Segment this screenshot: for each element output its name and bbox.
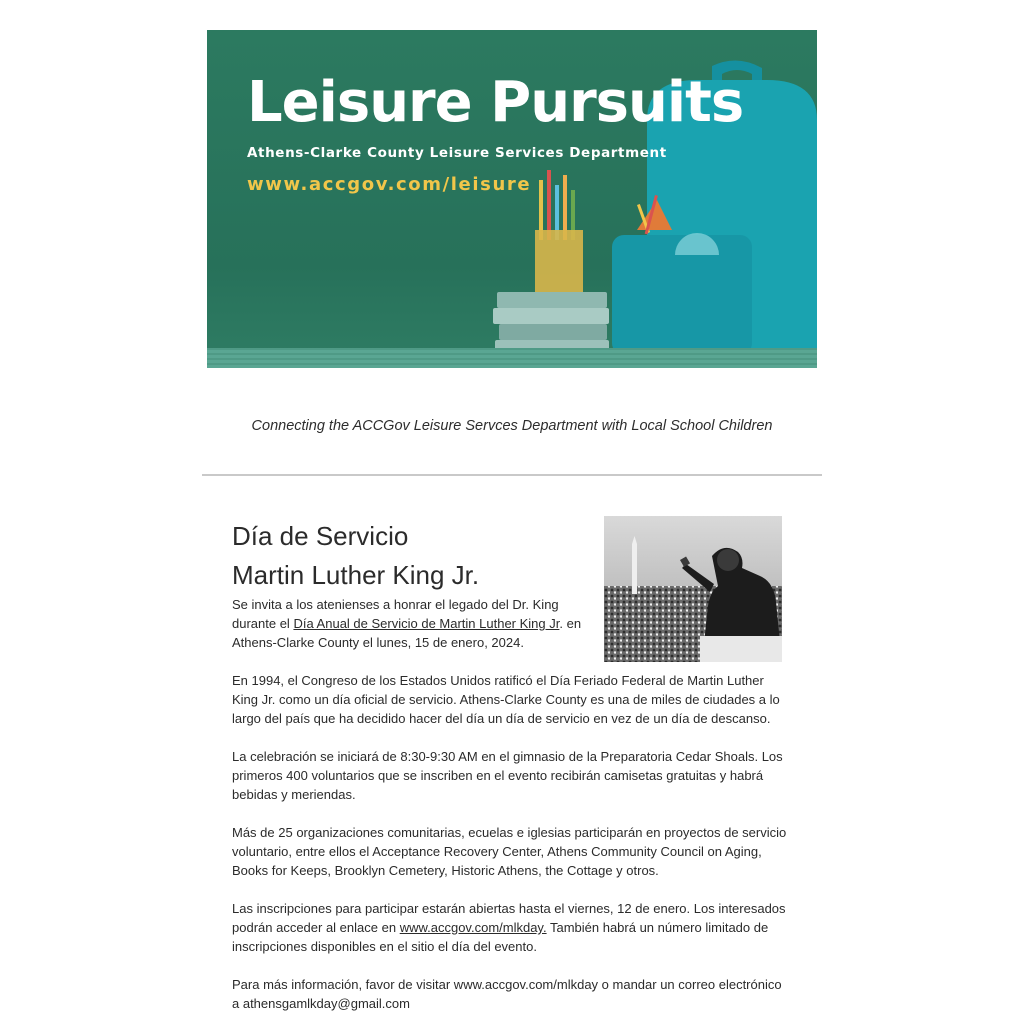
- article-paragraph-6: Para más información, favor de visitar www.accgov.com/mlkday o mandar un correo electrónico a athensgamlkday@gmail.com: [232, 977, 782, 1011]
- mlk-day-link[interactable]: Día Anual de Servicio de Martin Luther King Jr: [293, 616, 560, 631]
- article-paragraph-1: [232, 595, 592, 652]
- tagline: Connecting the ACCGov Leisure Servces Department with Local School Children: [251, 418, 773, 434]
- article-paragraph-5: [232, 899, 792, 956]
- article-title-line1: Día de Servicio: [232, 521, 409, 551]
- registration-link[interactable]: www.accgov.com/mlkday.: [399, 920, 547, 935]
- p2-text: En 1994, el Congreso de los Estados Unidos ratificó el Día Feriado Federal de Martin Luther King Jr. como un día oficial de servicio. Athens-Clarke County es una de miles de ciudades a lo largo del país que ha decidido hacer del día un día de servicio en vez de un día de descanso.: [232, 673, 780, 726]
- article: [232, 517, 792, 1032]
- banner-title: Leisure Pursuits: [247, 70, 744, 135]
- newsletter-banner: [207, 30, 817, 368]
- section-divider: [202, 474, 822, 476]
- p1-text-after: . en Athens-Clarke County el lunes, 15 de enero, 2024.: [232, 616, 582, 650]
- banner-subtitle: Athens-Clarke County Leisure Services Department: [247, 145, 667, 161]
- p5-text-before: Las inscripciones para participar estarán abiertas hasta el viernes, 12 de enero. Los interesados podrán acceder al enlace en: [232, 901, 786, 935]
- article-title-line2: Martin Luther King Jr.: [232, 560, 480, 590]
- article-paragraph-2: [232, 671, 792, 728]
- article-paragraph-3: La celebración se iniciará de 8:30-9:30 AM en el gimnasio de la Preparatoria Cedar Shoals. Los primeros 400 voluntarios que se inscriben en el evento recibirán camisetas gratuitas y habrá bebidas y meriendas.: [232, 749, 783, 802]
- p5-text-after: También habrá un número limitado de inscripciones disponibles en el sitio el día del evento.: [232, 920, 769, 954]
- banner-url: www.accgov.com/leisure: [247, 174, 532, 195]
- article-paragraph-4: Más de 25 organizaciones comunitarias, ecuelas e iglesias participarán en proyectos de servicio voluntario, entre ellos el Acceptance Recovery Center, Athens Community Council on Aging, Books for Keeps, Brooklyn Cemetery, Historic Athens, the Cottage y otros.: [232, 825, 787, 878]
- p1-text-before: Se invita a los atenienses a honrar el legado del Dr. King durante el: [232, 597, 559, 631]
- pencil-cup-icon: [535, 170, 583, 292]
- banner-shelf: [207, 348, 817, 368]
- book-stack-icon: [493, 292, 609, 356]
